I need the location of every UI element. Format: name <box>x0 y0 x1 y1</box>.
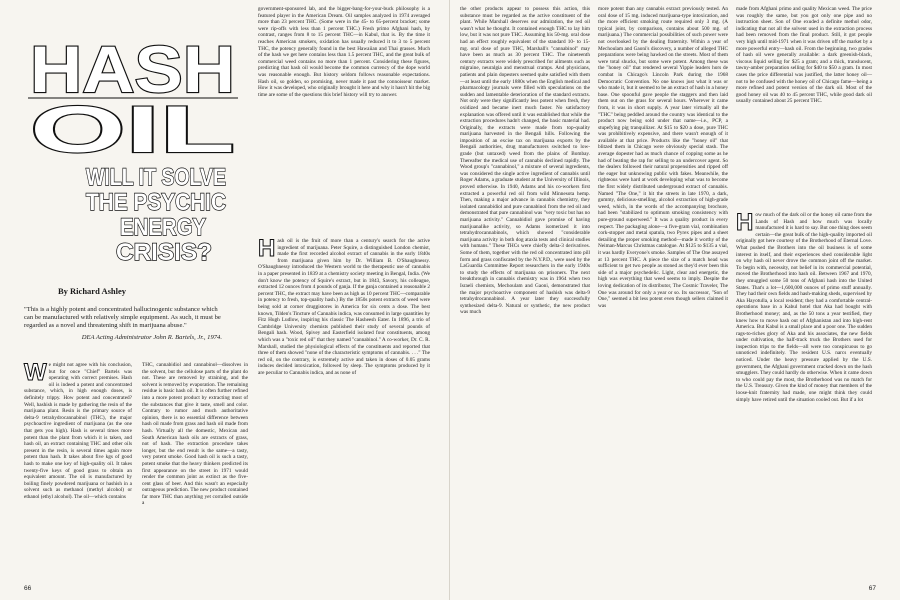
left-column-3-text: government-sponsored lab, and the bigger-bang-for-your-buck philosophy is a featured player in the American Dream. Oil samples analyzed in 1974 averaged more than 23 percent THC. (Some were in the 45- to 65-percent bracket; some were rip-offs with less than 1 percent THC.) Fresh primo Afghani hash, by contrast, ranges from 8 to 15 percent THC—in Kabul, that is. By the time it reaches American smokers, oxidation has usually reduced it to 3 to 5 percent THC, the potency generally found in the best Hawaiian and Thai grasses. Much of the hash we get here contains less than 1.5 percent THC, and the great bulk of commercial weed contains no more than 1 percent. Considering these figures, predicting that hash oil would become the common currency of the dope world was reasonable enough. But history seldom follows reasonable expectations. Hash oil, so golden, so promising, never made it past the connoisseur market. How it was developed, who originally brought it here and why it hasn't hit the big time are some of the questions this brief history will try to answer. <box>258 6 430 98</box>
right-column-4 <box>736 209 872 590</box>
byline: By Richard Ashley <box>58 286 127 296</box>
left-column-4 <box>258 235 430 590</box>
drop-cap-h2: H <box>736 209 754 236</box>
pull-quote <box>24 306 222 342</box>
subtitle-line-1: WILL IT SOLVE <box>86 164 226 191</box>
title-line-2: OIL <box>30 92 235 166</box>
right-column-2-text: more potent than any cannabis extract previously tested. An oral dose of 15 mg. induced marijuana-type intoxication, and the more efficient smoking route required only 3 mg. (A typical joint, by comparison, contains about 500 mg. of marijuana.) The commercial possibilities of such power were not overlooked by the dealing fraternity. Within a year of Mechoulam and Gaoni's discovery, a number of alleged THC preparations were being hawked on the streets. Most of them were total shucks, but some were potent. Among these was the "honey oil" that rendered several Yippie leaders hors de combat in Chicago's Lincoln Park during the 1968 Democratic Convention. No one knows just what it was or who made it, but it seemed to be an extract of hash in a honey base. One spoonful gave people the staggers and then laid them out on the grass for several hours. Wherever it came from, it was in short supply. A year later virtually all the "THC" being peddled around the country was identical to the product now being sold under that name—i.e., PCP, a stupefying pig tranquilizer. At $15 to $20 a dose, pure THC was prohibitively expensive, and there wasn't enough of it available at that price. Products like the "honey oil" that blitzed them in Chicago were obviously special stash. The average dopester had as much chance of copping some as he had of beating the rap for selling to an undercover agent. So the dealers followed their natural propensities and ripped off the eager but unknowing public with fakes. Meanwhile, the righteous were hard at work developing what was to become the first widely distributed underground extract of cannabis. Named "The One," it hit the streets in late 1970, a dark, gummy, delicious-smelling, alcohol extraction of high-grade weed, which, in the words of the accompanying brochure, had been "stabilized to optimum smoking consistency with pure-ground superweed." It was a quality product in every respect. The packaging alone—a five-gram vial, combination cork-stopper and metal spatula, two Pyrex pipes and a sheet detailing the proper smoking method—made it worthy of the Neiman-Marcus Christmas catalogue. At $125 to $135 a vial, it was hardly Everyone's smoke. Samples of The One assayed at 13 percent THC. A piece the size of a match head was sufficient to get two people as stoned as they'd ever been this side of a major psychedelic. Light, clear and energetic, the high was everything that weed seems to imply. Despite the loving dedication of its distributor, The Cosmic Traveler, The One was around for only a year or so. Its successor, "Son of One," seemed a bit less potent even though sellers claimed it was <box>598 6 728 309</box>
quote-text: "This is a highly potent and concentrated hallucinogenic substance which can be manufactured with relatively simple equipment. As such, it must be regarded as a novel and threatening shift in marijuana abuse." <box>24 306 221 330</box>
right-column-1-text: the other products appear to possess this action, this substance must be regarded as the active constituent of the plant. While Marshall deserves our admiration, the red oil wasn't what he thought. It contained enough THC to lay him low, but it was not pure THC. Assuming his 50-mg. oral dose had an effect roughly equivalent of the standard 10- to 15-mg. oral dose of pure THC, Marshall's "cannabinol" may have been as much as 30 percent THC. The nineteenth century extracts were widely prescribed for ailments such as migraine, neuralgia and menstrual cramps. And physicians, patients and plain dopesters seemed quite satisfied with them—at least until the early 1880s when the English medical and pharmacology journals were filled with speculations on the sudden and lamentable deterioration of the standard extracts. Not only were they significantly less potent when fresh, they oxidized and became inert much faster. No satisfactory explanation was offered until it was established that while the extraction procedures hadn't changed, the basic material had. Originally, the extracts were made from top-quality marijuana harvested in the Bengali hills. Following the imposition of an excise tax on marijuana exports by the Bengali authorities, drug manufacturers switched to low-grade (but untaxed) weed from the plains of Bombay. Thereafter the medical use of cannabis declined rapidly. The Wood group's "cannabinol," a mixture of several ingredients, was considered the single active ingredient of cannabis until Roger Adams, a graduate student at the University of Illinois, proved otherwise. In 1940, Adams and his co-workers first extracted a powerful red oil from wild Minnesota hemp. Then, making a major advance in cannabis chemistry, they isolated cannabidiol and pure cannabinol from the red oil and demonstrated that pure cannabinol was "very toxic but has no marijuana activity." Cannabidiol gave promise of having marijuanalike activity, so Adams isomerized it into tetrahydrocannabinols, which showed "considerable marijuana activity in both dog ataxia tests and clinical studies with humans." These THCs were chiefly delta-3 derivatives. Some of them, together with the red oil concentrated into pill form and grass confiscated by the N.Y.P.D., were used by the LaGuardia Committee Report researchers in the early 1940s to study the effects of marijuana on prisoners. The next breakthrough in cannabis chemistry was in 1964 when two Israeli chemists, Mechoulam and Gaoni, demonstrated that the major psychoactive component of hashish was delta-9 tetrahydrocannabinol. A year later they successfully synthesized delta-9. Natural or synthetic, the new product was much <box>460 6 590 316</box>
right-column-1 <box>460 6 590 590</box>
left-column-1-text: e might not agree with his conclusion, but for once "Chief" Bartels was operating with correct premises. Hash oil is indeed a potent and concentrated substance, which, in high enough doses, is definitely trippy. How potent and concentrated? Well, hashish is made by gathering the resin of the marijuana plant. Resin is the primary source of delta-9 tetrahydrocannabinol (THC), the major psychoactive ingredient of marijuana (as the one that gets you high). Hash is several times more potent than the plant from which it is taken, and hash oil, an extract containing THC and other oils present in the resin, is several times again more potent than hash. It takes about five kgs of good hash to make one key of high-quality oil. It takes twenty-five keys of good grass to obtain an equivalent amount. The oil is manufactured by boiling finely powdered marijuana or hashish in a solvent such as methanol (methyl alcohol) or ethanol (ethyl alcohol). The oil—which contains <box>24 362 132 500</box>
right-column-3 <box>736 6 872 206</box>
subtitle-line-4: CRISIS? <box>116 239 212 266</box>
drop-cap-w: W <box>24 359 47 386</box>
left-column-2 <box>142 362 248 590</box>
right-column-4-text: ow much of the dark oil or the honey oil came from the Lands of Hash and how much was locally manufactured it is hard to say. But one thing does seem certain—the great bulk of the high-quality imported oil originally got here courtesy of the Brotherhood of Eternal Love. What pushed the Brothers into the oil business is of some interest in itself, and their experiences shed considerable light on why hash oil never drove the common joint off the market. To begin with, necessity, not belief in its commercial potential, moved the Brotherhood into hash oil. Between 1967 and 1970, they smuggled some 50 tons of Afghani hash into the United States. That's a lot—1,600,000 ounces of primo stuff annually. They had their own fields and hash-making sheds, supervised by Aka Hayotulla, a local resident; they had a comfortable central-operations base in a Kabul hotel that Aka had bought with Brotherhood money; and, as the 50 tons a year testified, they knew how to move hash out of Afghanistan and into high-rent America. But Kabul is a small place and a poor one. The sudden rags-to-riches glory of Aka and his associates, the new fields under cultivation, the half-track truck the Brothers used for inspection trips to the fields—all were too conspicuous to go unnoticed indefinitely. The resident U.S. narcs eventually noticed. Under the heavy pressure applied by the U.S. government, the Afghani government cracked down on the hash smugglers. They could hardly do otherwise. When it came down to who could pay the most, the Brotherhood was no match for the U.S. Treasury. Given the kind of money that members of the loose-knit fraternity had made, one might think they could simply have retired until the situation cooled out. But if a lot <box>736 212 872 403</box>
page-number-right: 67 <box>868 585 876 592</box>
right-column-3-text: made from Afghani primo and quality Mexican weed. The price was roughly the same, but you got only one pipe and no instruction sheet. Son of One exuded a definite methol odor, indicating that not all the solvent used in the extraction process had been removed from the final product. Still, it got people very high until mid-1971 when it was driven off the market by a more powerful entry—hash oil. From the beginning, two grades of hash oil were generally available: a dark greenish-black, viscous liquid selling for $25 a gram; and a thick, translucent, tawny-amber preparation selling for $40 to $50 a gram. In most cases the price differential was justified, the latter honey oil—not to be confused with the honey oil of Chicago fame—being a more refined and potent version of the dark oil. Most of the good honey oil was 40 to 45 percent THC, while good dark oil usually contained about 25 percent THC. <box>736 6 872 105</box>
title-line-1: HASH <box>30 32 235 106</box>
right-column-2 <box>598 6 728 590</box>
left-column-1 <box>24 359 132 590</box>
headline <box>28 32 238 280</box>
left-column-3 <box>258 6 430 231</box>
quote-attribution: DEA Acting Administrator John R. Bartels, Jr., 1974. <box>81 333 222 341</box>
subtitle-line-2: THE PSYCHIC <box>86 189 226 216</box>
right-page <box>450 0 900 600</box>
left-column-2-text: THC, cannabidiol and cannabinol—dissolves in the solvent, but the cellulose parts of the plant do not. These are removed by straining, and the solvent is removed by evaporation. The remaining residue is basic hash oil. It is often further refined into a more potent product by extracting most of the substances that give it taste, smell and color. Contrary to rumor and much authoritative opinion, there is no essential difference between hash oil made from grass and hash oil made from hash. Virtually all the domestic, Mexican and South American hash oils are extracts of grass, not of hash. The extraction procedure takes longer, but the end result is the same—a tasty, very potent smoke. Good hash oil is such a tasty, potent smoke that the heavy thinkers predicted its first appearance on the street in 1971 would render the common joint as extinct as the five-cent glass of beer. And this wasn't an especially outrageous prediction. The new product contained far more THC than anything yet corralled outside a <box>142 362 248 507</box>
subtitle-line-3: ENERGY <box>120 214 206 241</box>
left-column-4-text: ash oil is the fruit of more than a century's search for the active ingredient of marijuana. Peter Squire, a distinguished London chemist, made the first recorded alcohol extract of cannabis in the early 1840s from marijuana given him by Dr. William B. O'Shaughnessy. O'Shaughnessy introduced the Western world to the therapeutic use of cannabis in a paper presented in 1839 at a chemistry society meeting in Bengal, India. (We don't know the potency of Squire's extract, but in 1843, Savory, his colleague, extracted 12 ounces from 4 pounds of ganja. If the ganja contained a reasonable 2 percent THC, the extract may have been as high as 10 percent THC—comparable in potency to fresh, top-quality hash.) By the 1850s potent extracts of weed were being sold at corner druggistores in America for six cents a dose. The best known, Tilden's Tincture of Cannabis indica, was consumed in large quantities by Fitz Hugh Ludlow, inspiring his classic The Hasheesh Eater. In 1896, a trio of Cambridge University chemists published their study of several pounds of Bengali hash. Wood, Spivey and Easterfield isolated four constituents, among which was a "toxic red oil" that they named "cannabinol." A co-worker, Dr. C. R. Marshall, studied the physiological effects of the constituents and reported that three of them showed "none of the characteristic symptoms of cannabis. . . ." The red oil, on the contrary, is extremely active and taken in doses of 0.05 grams induces decided intoxication, followed by sleep. The symptoms produced by it are peculiar to Cannabis indica, and as none of <box>258 238 430 376</box>
drop-cap-h: H <box>258 235 276 262</box>
page-number-left: 66 <box>24 585 32 592</box>
